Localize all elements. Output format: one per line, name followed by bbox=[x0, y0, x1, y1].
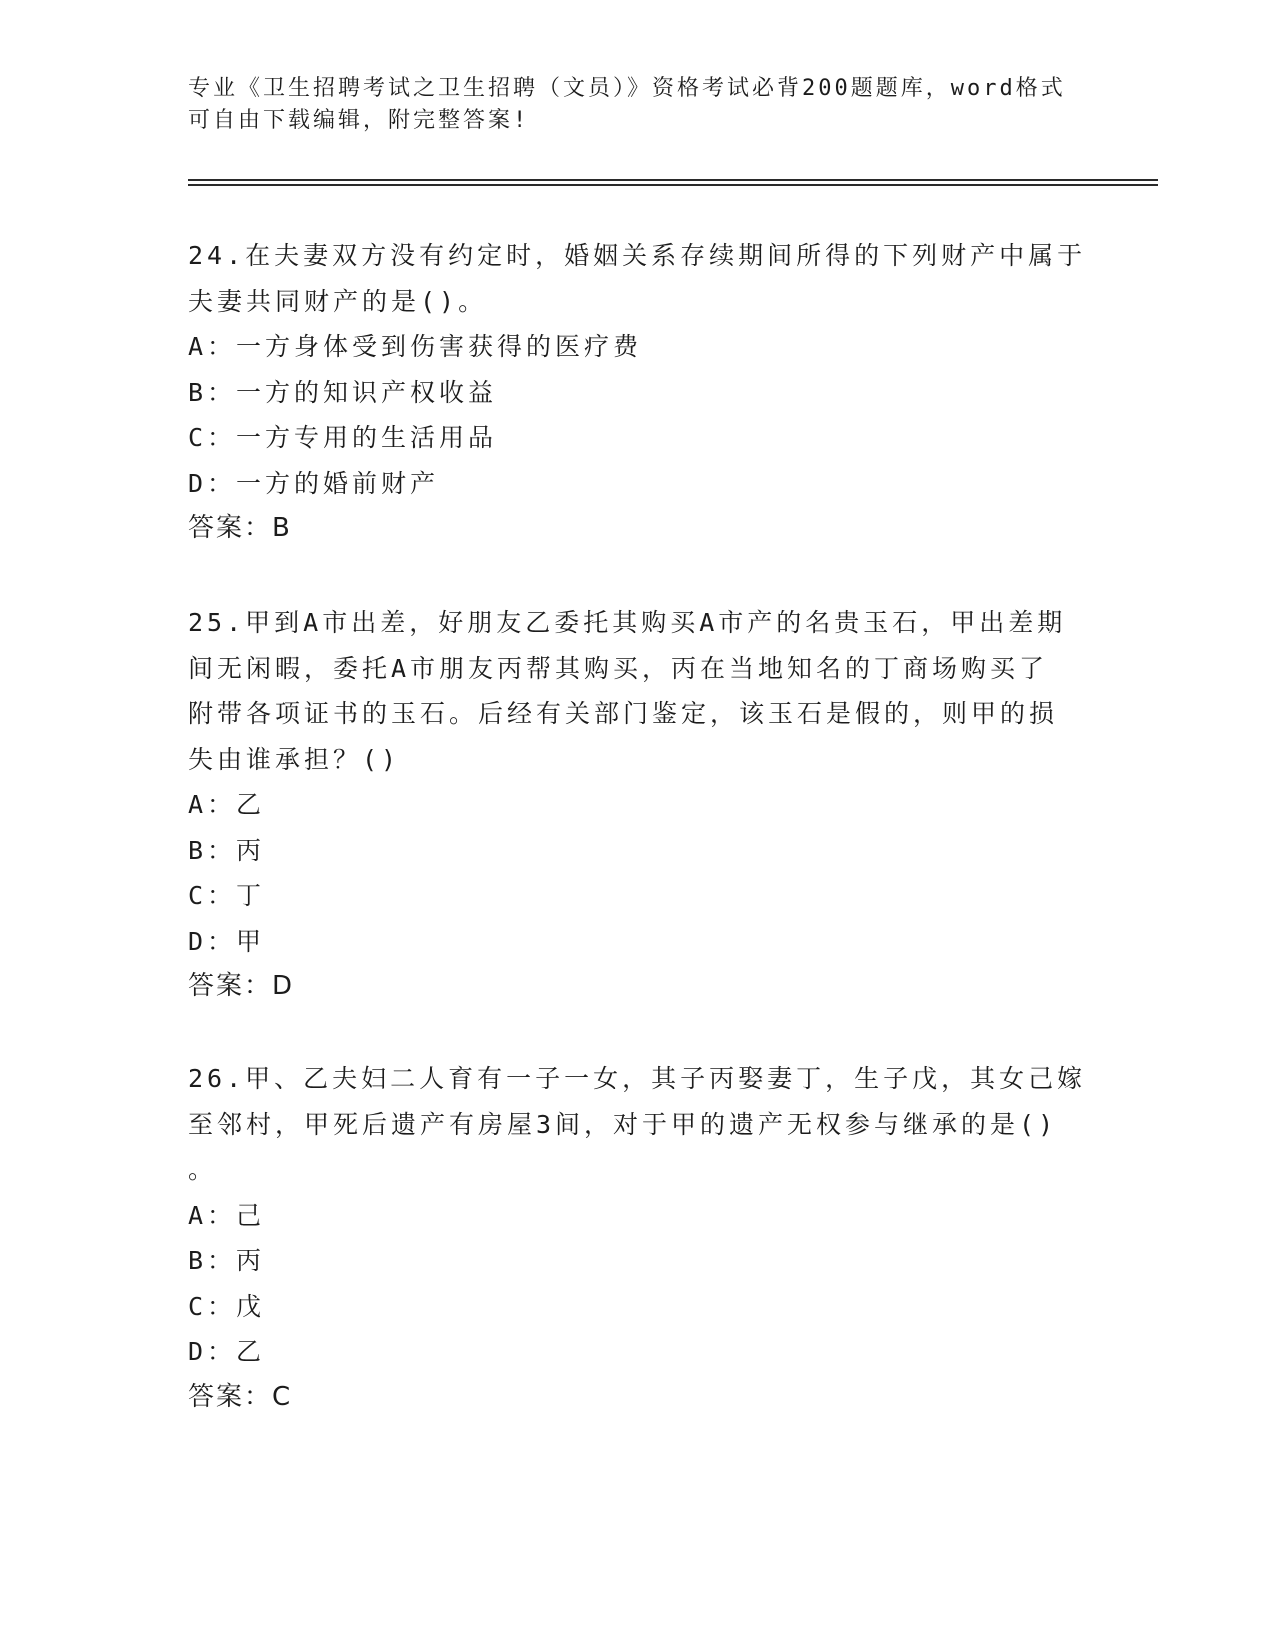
answer-line: 答案：B bbox=[188, 513, 292, 543]
question-line: 夫妻共同财产的是()。 bbox=[188, 286, 488, 316]
option-c: C：戊 bbox=[188, 1291, 266, 1321]
question-line: 失由谁承担？() bbox=[188, 744, 401, 774]
question-line: 。 bbox=[188, 1155, 218, 1184]
header-divider-top bbox=[188, 179, 1158, 181]
question-text bbox=[188, 600, 1088, 782]
option-d: D：乙 bbox=[188, 1337, 266, 1366]
question-text bbox=[188, 1056, 1088, 1193]
answer-line: 答案：C bbox=[188, 1381, 293, 1412]
option-a: A：己 bbox=[188, 1200, 266, 1230]
option-b: B：丙 bbox=[188, 1246, 266, 1275]
header-line-2: 可自由下载编辑，附完整答案! bbox=[188, 108, 530, 133]
header-line-1: 专业《卫生招聘考试之卫生招聘（文员）》资格考试必背200题题库，word格式 bbox=[188, 76, 1066, 101]
option-c: C：一方专用的生活用品 bbox=[188, 423, 498, 452]
question-line: 24.在夫妻双方没有约定时，婚姻关系存续期间所得的下列财产中属于 bbox=[188, 241, 1087, 270]
option-d: D：一方的婚前财产 bbox=[188, 468, 440, 498]
question-line: 26.甲、乙夫妇二人育有一子一女，其子丙娶妻丁，生子戊，其女己嫁 bbox=[188, 1064, 1087, 1093]
question-25 bbox=[188, 600, 1088, 1010]
question-line: 附带各项证书的玉石。后经有关部门鉴定，该玉石是假的，则甲的损 bbox=[188, 699, 1059, 728]
document-header bbox=[188, 73, 1068, 137]
answer-line: 答案：D bbox=[188, 971, 295, 1001]
option-d: D：甲 bbox=[188, 926, 266, 956]
question-24 bbox=[188, 233, 1088, 552]
option-c: C：丁 bbox=[188, 881, 266, 910]
question-line: 间无闲暇，委托A市朋友丙帮其购买，丙在当地知名的丁商场购买了 bbox=[188, 653, 1049, 683]
option-b: B：丙 bbox=[188, 835, 266, 865]
question-26 bbox=[188, 1056, 1088, 1420]
question-line: 25.甲到A市出差，好朋友乙委托其购买A市产的名贵玉石，甲出差期 bbox=[188, 608, 1067, 637]
question-line: 至邻村，甲死后遗产有房屋3间，对于甲的遗产无权参与继承的是() bbox=[188, 1109, 1058, 1139]
option-b: B：一方的知识产权收益 bbox=[188, 377, 498, 407]
header-divider-bottom bbox=[188, 184, 1158, 186]
option-a: A：乙 bbox=[188, 790, 266, 819]
question-text bbox=[188, 233, 1088, 324]
option-a: A：一方身体受到伤害获得的医疗费 bbox=[188, 332, 643, 361]
